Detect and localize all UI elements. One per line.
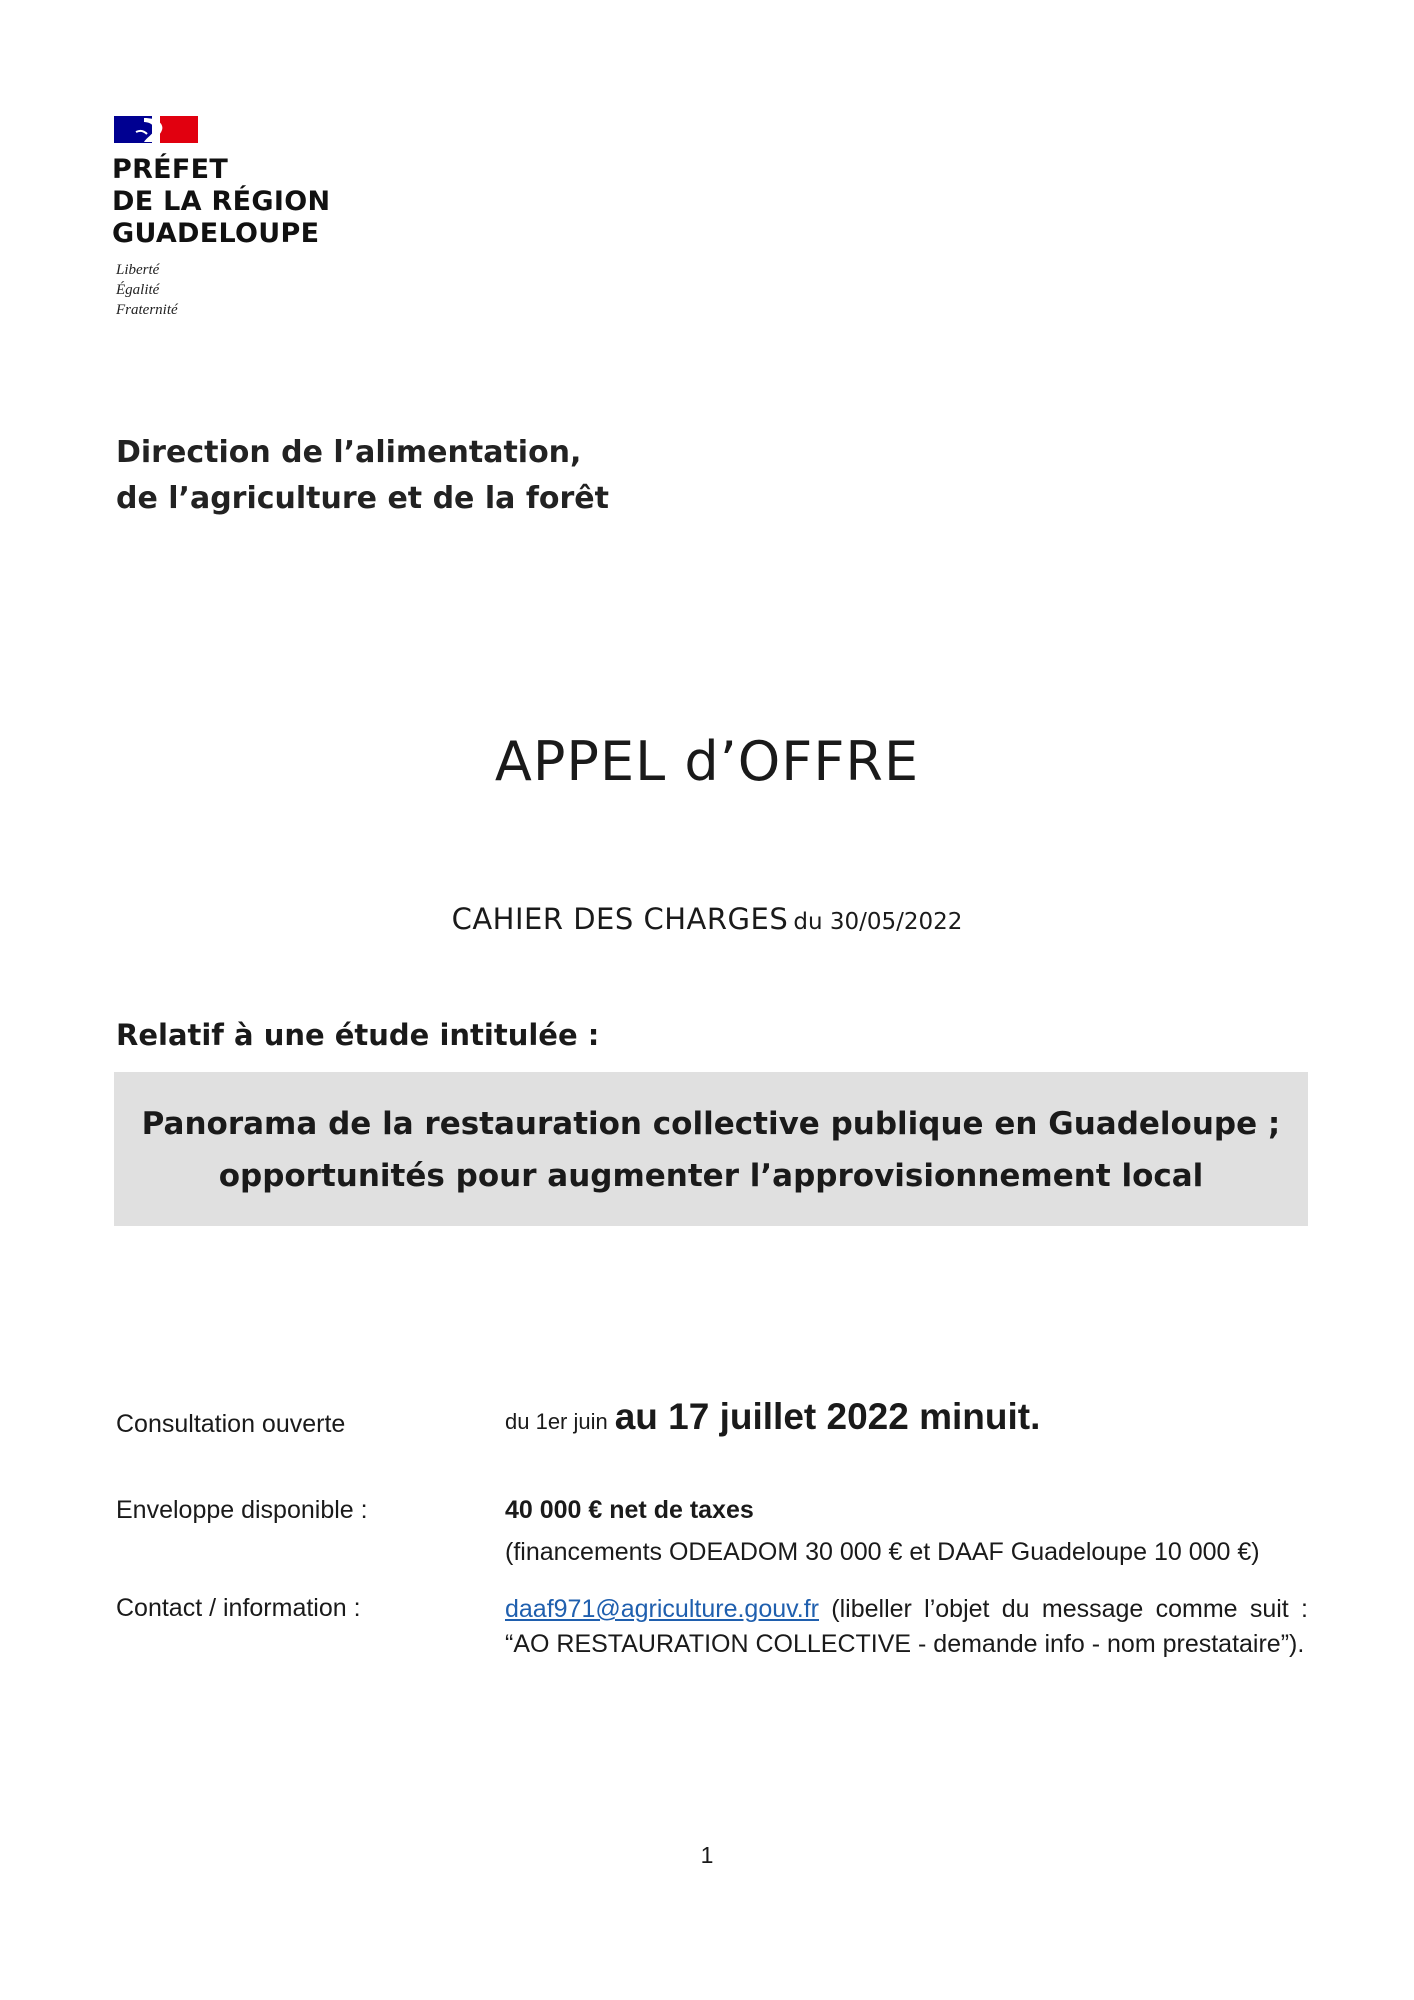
prefet-logo-text <box>112 154 330 250</box>
marianne-logo-icon <box>114 114 198 144</box>
study-title-line: Panorama de la restauration collective publique en Guadeloupe ; <box>141 1106 1281 1142</box>
consultation-label: Consultation ouverte <box>116 1410 346 1438</box>
envelope-amount: 40 000 € net de taxes <box>505 1496 754 1524</box>
contact-info <box>505 1592 1308 1662</box>
logo-line: DE LA RÉGION <box>112 186 331 217</box>
motto-line: Égalité <box>116 282 160 298</box>
direction-heading <box>116 430 609 522</box>
contact-email-link[interactable]: daaf971@agriculture.gouv.fr <box>505 1595 819 1623</box>
consultation-to: au 17 juillet 2022 minuit. <box>614 1396 1041 1437</box>
contact-instructions: (libeller l’objet du message comme suit : “AO RESTAURATION COLLECTIVE - demande info - nom prestataire”). <box>505 1595 1308 1658</box>
consultation-period <box>505 1396 1040 1438</box>
consultation-from: du 1er juin <box>505 1409 608 1434</box>
motto-line: Fraternité <box>116 302 178 318</box>
envelope-funding-detail: (financements ODEADOM 30 000 € et DAAF Guadeloupe 10 000 €) <box>505 1538 1260 1566</box>
motto-line: Liberté <box>116 262 160 278</box>
relatif-heading: Relatif à une étude intitulée : <box>116 1018 600 1052</box>
logo-line: GUADELOUPE <box>112 218 320 249</box>
document-title: APPEL d’OFFRE <box>494 730 920 793</box>
study-title-line: opportunités pour augmenter l’approvisionnement local <box>218 1158 1204 1194</box>
cahier-des-charges <box>0 902 1414 936</box>
direction-line: de l’agriculture et de la forêt <box>116 481 609 516</box>
republic-motto <box>116 260 178 320</box>
cahier-date: du 30/05/2022 <box>793 909 963 935</box>
envelope-label: Enveloppe disponible : <box>116 1496 368 1524</box>
cahier-label: CAHIER DES CHARGES <box>451 902 789 936</box>
page-number: 1 <box>700 1842 714 1868</box>
direction-line: Direction de l’alimentation, <box>116 435 582 470</box>
logo-line: PRÉFET <box>112 154 229 185</box>
study-title <box>114 1098 1308 1202</box>
contact-label: Contact / information : <box>116 1594 361 1622</box>
